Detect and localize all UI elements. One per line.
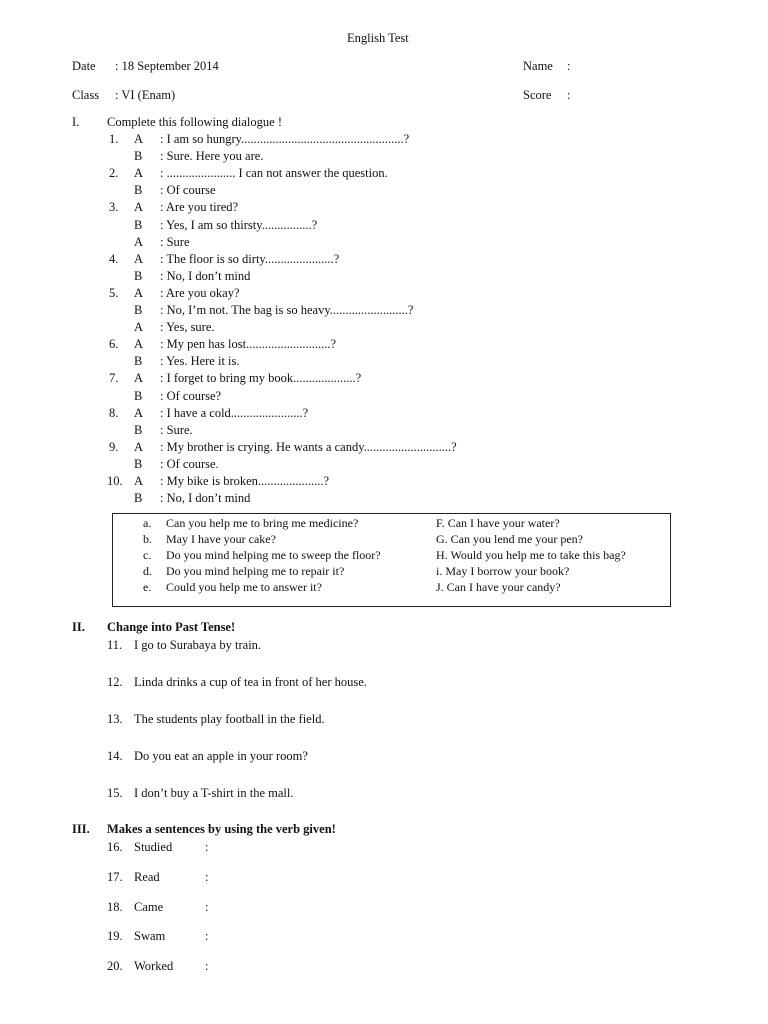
- dialogue-number: 5.: [109, 285, 119, 300]
- dialogue-speaker: B: [134, 491, 143, 506]
- dialogue-text: : Sure: [160, 234, 190, 249]
- answer-colon: :: [205, 869, 209, 884]
- dialogue-speaker: A: [134, 132, 144, 146]
- dialogue-number: 6.: [109, 337, 119, 352]
- option-text: i. May I borrow your book?: [436, 564, 570, 578]
- option-letter: d.: [143, 564, 152, 578]
- question-text: I go to Surabaya by train.: [134, 638, 262, 652]
- dialogue-speaker: B: [134, 268, 143, 283]
- section1-roman: I.: [72, 115, 80, 129]
- dialogue-text: : Of course.: [160, 456, 219, 471]
- dialogue-speaker: A: [134, 439, 144, 454]
- date-label: Date: [72, 59, 96, 73]
- dialogue-text: : My bike is broken.....................?: [160, 474, 330, 488]
- dialogue-speaker: A: [134, 320, 144, 335]
- test-title: English Test: [347, 31, 409, 45]
- answer-colon: :: [205, 840, 209, 854]
- dialogue-speaker: B: [134, 217, 143, 232]
- section3-instruction: Makes a sentences by using the verb given!: [107, 822, 336, 836]
- dialogue-speaker: A: [134, 285, 144, 300]
- question-number: 15.: [107, 786, 123, 800]
- section2-roman: II.: [72, 620, 85, 634]
- option-text: Could you help me to answer it?: [166, 580, 322, 594]
- question-number: 20.: [107, 959, 123, 974]
- dialogue-text: : I have a cold.......................?: [160, 405, 309, 420]
- option-text: Do you mind helping me to repair it?: [166, 564, 345, 578]
- dialogue-text: : I am so hungry....................................................?: [160, 132, 410, 146]
- dialogue-speaker: A: [134, 337, 144, 352]
- section1-instruction: Complete this following dialogue !: [107, 115, 282, 129]
- dialogue-text: : Are you tired?: [160, 200, 239, 215]
- dialogue-text: : No, I don’t mind: [160, 491, 251, 506]
- class-label: Class: [72, 88, 100, 102]
- dialogue-number: 2.: [109, 166, 119, 181]
- question-text: Do you eat an apple in your room?: [134, 749, 308, 763]
- option-text: Do you mind helping me to sweep the floor?: [166, 548, 381, 562]
- dialogue-number: 1.: [109, 132, 119, 146]
- answer-options-box: [112, 513, 671, 607]
- dialogue-speaker: A: [134, 474, 144, 488]
- dialogue-text: : ...................... I can not answer the question.: [160, 166, 388, 181]
- dialogue-speaker: B: [134, 183, 143, 198]
- question-number: 18.: [107, 899, 123, 914]
- question-text: Linda drinks a cup of tea in front of her house.: [134, 675, 367, 689]
- dialogue-speaker: A: [134, 405, 144, 420]
- dialogue-speaker: A: [134, 234, 144, 249]
- dialogue-speaker: B: [134, 149, 143, 164]
- class-value: : VI (Enam): [115, 88, 176, 102]
- option-text: J. Can I have your candy?: [436, 580, 561, 594]
- score-label: Score: [523, 88, 552, 102]
- answer-colon: :: [205, 899, 209, 914]
- dialogue-text: : Yes. Here it is.: [160, 354, 240, 369]
- verb-text: Worked: [134, 959, 174, 974]
- dialogue-speaker: B: [134, 388, 143, 403]
- dialogue-text: : Yes, sure.: [160, 320, 215, 335]
- dialogue-speaker: A: [134, 371, 144, 386]
- option-letter: b.: [143, 532, 152, 546]
- dialogue-number: 8.: [109, 405, 119, 420]
- verb-text: Came: [134, 899, 164, 914]
- question-number: 11.: [107, 638, 123, 652]
- name-value: :: [567, 59, 571, 73]
- question-number: 14.: [107, 749, 123, 763]
- dialogue-text: : Of course?: [160, 388, 222, 403]
- question-number: 12.: [107, 675, 123, 689]
- question-text: I don’t buy a T-shirt in the mall.: [134, 786, 294, 800]
- verb-text: Swam: [134, 929, 166, 944]
- option-text: F. Can I have your water?: [436, 516, 560, 530]
- dialogue-text: : I forget to bring my book....................?: [160, 371, 362, 386]
- verb-text: Read: [134, 869, 160, 884]
- option-text: May I have your cake?: [166, 532, 276, 546]
- question-number: 19.: [107, 929, 123, 944]
- option-letter: e.: [143, 580, 152, 594]
- option-text: H. Would you help me to take this bag?: [436, 548, 626, 562]
- section2-instruction: Change into Past Tense!: [107, 620, 236, 634]
- option-letter: c.: [143, 548, 152, 562]
- dialogue-number: 3.: [109, 200, 119, 215]
- dialogue-speaker: A: [134, 200, 144, 215]
- dialogue-speaker: B: [134, 354, 143, 369]
- dialogue-text: : My brother is crying. He wants a candy............................?: [160, 439, 457, 454]
- dialogue-speaker: B: [134, 422, 143, 437]
- dialogue-text: : Yes, I am so thirsty................?: [160, 217, 318, 232]
- dialogue-number: 10.: [107, 474, 123, 488]
- dialogue-text: : Are you okay?: [160, 285, 240, 300]
- date-value: : 18 September 2014: [115, 59, 219, 73]
- dialogue-speaker: B: [134, 456, 143, 471]
- dialogue-text: : Sure.: [160, 422, 193, 437]
- dialogue-speaker: A: [134, 251, 144, 266]
- score-value: :: [567, 88, 571, 102]
- verb-text: Studied: [134, 840, 173, 854]
- dialogue-text: : The floor is so dirty......................?: [160, 251, 340, 266]
- option-text: G. Can you lend me your pen?: [436, 532, 583, 546]
- section3-roman: III.: [72, 822, 90, 836]
- dialogue-speaker: B: [134, 303, 143, 317]
- dialogue-number: 4.: [109, 251, 119, 266]
- dialogue-speaker: A: [134, 166, 144, 181]
- question-number: 17.: [107, 869, 123, 884]
- dialogue-text: : No, I don’t mind: [160, 268, 251, 283]
- option-text: Can you help me to bring me medicine?: [166, 516, 359, 530]
- question-number: 13.: [107, 712, 123, 726]
- dialogue-number: 7.: [109, 371, 119, 386]
- answer-colon: :: [205, 959, 209, 974]
- question-number: 16.: [107, 840, 123, 854]
- dialogue-text: : Of course: [160, 183, 216, 198]
- dialogue-text: : Sure. Here you are.: [160, 149, 264, 164]
- dialogue-text: : My pen has lost...........................?: [160, 337, 337, 352]
- dialogue-number: 9.: [109, 439, 119, 454]
- question-text: The students play football in the field.: [134, 712, 325, 726]
- answer-colon: :: [205, 929, 209, 944]
- name-label: Name: [523, 59, 553, 73]
- dialogue-text: : No, I’m not. The bag is so heavy.........................?: [160, 303, 414, 317]
- option-letter: a.: [143, 516, 152, 530]
